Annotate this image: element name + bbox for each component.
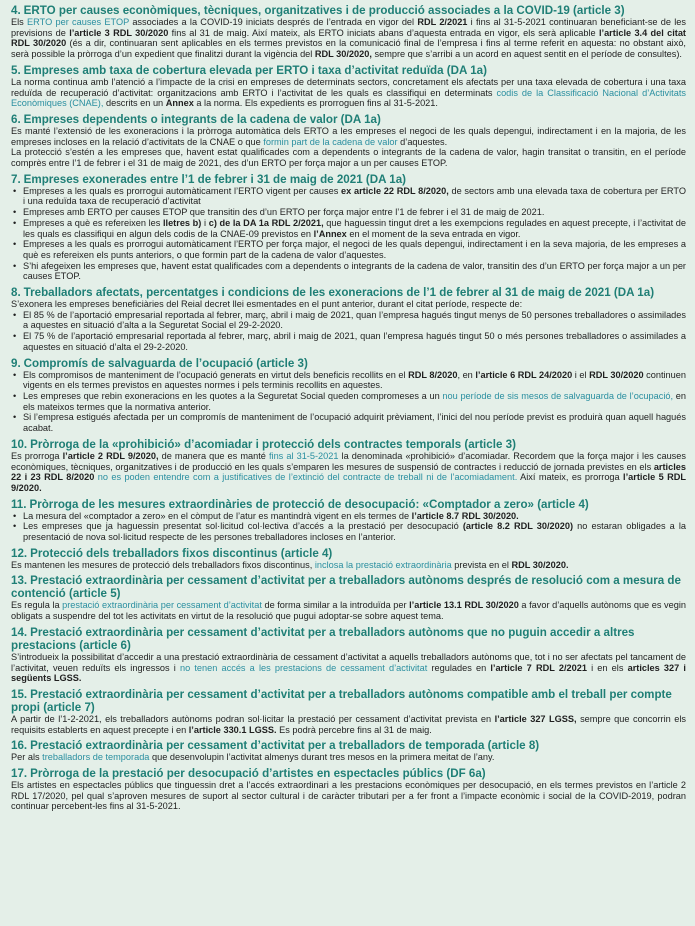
section-number: 9. — [11, 356, 21, 370]
paragraph — [11, 780, 686, 812]
text-run: que desenvolupin l’activitat almenys durant tres mesos en la primera meitat de l’any. — [149, 752, 495, 763]
paragraph — [11, 600, 686, 621]
section-number: 11. — [11, 497, 27, 511]
text-run: la denominada «prohibició» d’acomiadar. Recordem que la força major i les causes econòmiques, tècniques, organitzatives i de producció en les quals s’emparen les mesures de suspensió de contractes i reducció de jornada previstes en els — [11, 450, 686, 472]
bullet-item — [23, 370, 686, 391]
text-run: a favor d’aquells autònoms que es vegin obligats a suspendre del tot les activitats en virtut de la resolució que pugui adoptar-se sobre aquest tema. — [11, 600, 686, 622]
bullet-item — [23, 511, 686, 522]
bold-text: c) de la DA 1a RDL 2/2021, — [208, 217, 324, 228]
bold-text: articles 22 i 23 RDL 8/2020 — [11, 461, 686, 483]
paragraph — [11, 147, 686, 168]
paragraph — [11, 451, 686, 494]
text-run: Empreses a les quals es prorrogui automàticament l’ERTO per força major, el negoci de les quals depengui, indirectament i en la seva majoria, de les empreses a què es refereixen els punts anteriors, o que formin part de la cadena de valor d’aquestes. — [23, 239, 686, 260]
section-4 — [11, 4, 686, 60]
section-heading — [11, 64, 686, 77]
text-run: Es regula la — [11, 600, 63, 611]
section-number: 10. — [11, 437, 28, 451]
section-15 — [11, 688, 686, 735]
section-title: Prestació extraordinària per cessament d’activitat per a treballadors de temporada (article 8) — [30, 739, 540, 753]
paragraph — [11, 752, 686, 763]
text-run: descrits en un — [103, 98, 166, 109]
section-heading — [11, 438, 686, 451]
text-run: d’aquestes. — [397, 136, 448, 147]
text-run: S’introdueix la possibilitat d’accedir a una prestació extraordinària de cessament d’activitat a aquells treballadors autònoms que, tot i no ser afectats pel tancament de l’activitat, veuen reduïts els ingressos i — [11, 651, 686, 673]
text-run: Les empreses que rebin exoneracions en les quotes a la Seguretat Social queden compromeses a un — [23, 390, 443, 401]
bullet-item — [23, 261, 686, 282]
section-number: 16. — [11, 739, 28, 753]
section-title: Prestació extraordinària per cessament d’activitat per a treballadors autònoms després de resolució com a mesura de contenció (article 5) — [11, 574, 681, 601]
bold-text: lletres b) — [162, 217, 202, 228]
bold-text: l’article 3.4 del citat RDL 30/2020 — [11, 27, 686, 49]
text-run: i — [201, 217, 209, 228]
section-number: 17. — [11, 767, 28, 781]
section-number: 7. — [11, 172, 21, 186]
section-heading — [11, 357, 686, 370]
text-run: associades a la COVID-19 iniciats després de l’entrada en vigor del — [129, 17, 418, 27]
section-7 — [11, 173, 686, 282]
bullet-item — [23, 239, 686, 260]
text-run: Es manté l’extensió de les exoneracions i la pròrroga automàtica dels ERTO a les empreses el negoci de les quals depengui, indirectament i en la majoria, de les empreses incloses en la relació d’activitats de la CNAE o que — [11, 125, 686, 147]
section-number: 14. — [11, 625, 28, 639]
section-title: Empreses exonerades entre l’1 de febrer i 31 de maig de 2021 (DA 1a) — [23, 172, 407, 186]
section-title: ERTO per causes econòmiques, tècniques, organitzatives i de producció associades a la COVID-19 (article 3) — [23, 4, 625, 17]
bold-text: l’article 7 RDL 2/2021 — [490, 662, 587, 673]
text-run: Empreses a què es refereixen les — [23, 217, 163, 228]
highlight-link[interactable]: formin part de la cadena de valor — [263, 136, 398, 147]
paragraph — [11, 560, 686, 571]
text-run: Si l’empresa estigués afectada per un compromís de manteniment de l’ocupació adquirit prèviament, l’inici del nou període previst es produirà quan aquell hagués acabat. — [23, 412, 686, 434]
text-run: de manera que es manté — [158, 450, 269, 461]
text-run: regulades en — [427, 662, 491, 673]
text-run: Es prorroga — [11, 450, 63, 461]
section-heading — [11, 173, 686, 186]
section-heading — [11, 547, 686, 560]
highlight-link[interactable]: nou període de sis mesos de salvaguarda de l’ocupació, — [442, 390, 674, 401]
section-13 — [11, 574, 686, 621]
text-run: Els artistes en espectacles públics que tinguessin dret a l’accés extraordinari a les prestacions econòmiques per desocupació, en els termes previstos en l’article 2 RDL 17/2020, pel qual s’aproven mesures de suport al sector cultural i de caràcter tributari per a fer front a l’impacte econòmic i social de la COVID-2019, podran continuar percebent-les fins al 31-5-2021. — [11, 780, 686, 812]
section-6 — [11, 113, 686, 169]
text-run: (és a dir, continuaran sent aplicables en els termes previstos en la comunicació final de l’empresa i fins al terme referit en aquesta: no obstant això, serà possible la pròrroga d’un expedient que finalitzi durant la vigència del — [11, 38, 686, 60]
highlight-link[interactable]: treballadors de temporada — [42, 752, 150, 763]
section-number: 12. — [11, 546, 28, 560]
text-run: en els mateixos termes que la normativa anterior. — [23, 390, 686, 412]
text-run: A partir de l’1-2-2021, els treballadors autònoms podran sol·licitar la prestació per cessament d’activitat prevista en — [11, 713, 495, 724]
highlight-link[interactable]: codis de la Classificació Nacional d’Activitats Econòmiques (CNAE), — [11, 87, 686, 109]
text-run: sempre que s’arribi a un acord en aquest sentit en el període de consultes). — [371, 49, 682, 60]
bold-text: l’article 5 RDL 9/2020. — [11, 472, 686, 493]
bold-text: (article 8.2 RDL 30/2020) — [462, 521, 574, 532]
section-title: Pròrroga de la «prohibició» d’acomiadar i protecció dels contractes temporals (article 3) — [30, 437, 516, 451]
text-run: de forma similar a la introduïda per — [261, 600, 410, 611]
text-run: de sectors amb una elevada taxa de cobertura per ERTO i una reduïda taxa de recuperació d’activitat — [23, 185, 686, 207]
section-number: 6. — [11, 112, 21, 126]
paragraph — [11, 126, 686, 147]
section-heading — [11, 4, 686, 17]
bullet-item — [23, 186, 686, 207]
text-run: sempre que concorrin els requisits establerts en aquest precepte i en — [11, 713, 686, 735]
section-8 — [11, 286, 686, 353]
text-run: El 75 % de l’aportació empresarial reportada al febrer, març, abril i maig de 2021, quan l’empresa hagués tingut 50 o més persones treballadores o assimilades a aquestes en situació d’alta el 29-2-2020. — [23, 331, 686, 352]
bold-text: RDL 30/2020. — [511, 559, 569, 570]
bold-text: l’article 330.1 LGSS. — [188, 724, 277, 735]
bold-text: articles 327 i següents LGSS. — [11, 662, 686, 684]
text-run: continuen vigents en els termes previstos en aquestes normes i pels terminis recollits en aquestes. — [23, 369, 686, 391]
text-run: Els compromisos de manteniment de l’ocupació generats en virtut dels beneficis recollits en el — [23, 369, 409, 380]
text-run: La protecció s’estén a les empreses que, havent estat qualificades com a dependents o integrants de la cadena de valor, hagin transitat o transitin, en el període comprès entre l’1 de febrer i el 31 de maig de 2021, des d’un ERTO per força major a un per causes ETOP. — [11, 147, 686, 169]
bold-text: l’article 3 RDL 30/2020 — [69, 27, 169, 38]
bullet-item — [23, 310, 686, 331]
bullet-list — [11, 310, 686, 353]
section-title: Compromís de salvaguarda de l’ocupació (article 3) — [23, 356, 308, 370]
section-title: Empreses dependents o integrants de la cadena de valor (DA 1a) — [23, 112, 381, 126]
highlight-link[interactable]: prestació extraordinària per cessament d’activitat — [62, 600, 262, 611]
text-run: La norma continua amb l’atenció a l’impacte de la crisi en empreses de determinats sectors, concretament els afectats per una taxa elevada de cobertura i una taxa reduïda de recuperació d’activitat: organitzacions amb ERTO i l’activitat de les quals es classifiqui en determinats — [11, 76, 686, 98]
text-run: i fins al 31-5-2021 continuaran beneficiant-se de les previsions de — [11, 17, 687, 38]
bullet-list — [11, 370, 686, 434]
section-17 — [11, 767, 686, 812]
section-16 — [11, 739, 686, 763]
text-run: en el moment de la seva entrada en vigor. — [346, 228, 521, 239]
bold-text: l’article 13.1 RDL 30/2020 — [409, 600, 519, 611]
text-run: i el — [572, 369, 590, 380]
highlight-link[interactable]: no tenen accés a les prestacions de cessament d’activitat — [179, 662, 428, 673]
section-5 — [11, 64, 686, 109]
bullet-item — [23, 331, 686, 352]
bold-text: l’article 2 RDL 9/2020, — [62, 450, 159, 461]
text-run: Per als — [11, 752, 43, 763]
section-title: Pròrroga de les mesures extraordinàries de protecció de desocupació: «Comptador a zero» (article 4) — [29, 497, 589, 511]
bullet-item — [23, 521, 686, 542]
bold-text: RDL 2/2021 — [417, 17, 468, 27]
bold-text: RDL 30/2020 — [589, 369, 644, 380]
text-run: a la norma. Els expedients es prorroguen fins al 31-5-2021. — [193, 98, 438, 109]
highlight-link[interactable]: fins al 31-5-2021 — [268, 450, 339, 461]
bold-text: ex article 22 RDL 8/2020, — [341, 185, 449, 196]
section-10 — [11, 438, 686, 494]
text-run: prevista en el — [451, 559, 512, 570]
highlight-link[interactable]: ERTO per causes ETOP — [27, 17, 130, 27]
section-heading — [11, 626, 686, 652]
text-run: fins al 31 de maig. Així mateix, als ERTO iniciats abans d’aquesta entrada en vigor, els serà aplicable — [168, 27, 599, 38]
paragraph — [11, 652, 686, 684]
text-run: S’hi afegeixen les empreses que, havent estat qualificades com a dependents o integrants de la cadena de valor, transitin des d’un ERTO per força major a un per causes ETOP. — [23, 260, 686, 282]
text-run: Empreses a les quals es prorrogui automàticament l’ERTO vigent per causes — [23, 185, 342, 196]
section-14 — [11, 626, 686, 684]
paragraph — [11, 714, 686, 735]
section-heading — [11, 286, 686, 299]
bold-text: l’article 8.7 RDL 30/2020. — [411, 510, 519, 521]
section-11 — [11, 498, 686, 543]
text-run: S’exonera les empreses beneficiàries del Reial decret llei esmentades en el punt anterior, durant el citat període, respecte de: — [11, 299, 523, 310]
section-title: Prestació extraordinària per cessament d’activitat per a treballadors autònoms compatible amb el treball per compte propi (article 7) — [11, 687, 672, 714]
section-heading — [11, 739, 686, 752]
text-run: Així mateix, es prorroga — [517, 472, 624, 483]
section-title: Treballadors afectats, percentatges i condicions de les exoneracions de l’1 de febrer al 31 de maig de 2021 (DA 1a) — [23, 286, 655, 300]
section-number: 8. — [11, 286, 21, 300]
bold-text: l’article 327 LGSS, — [494, 713, 577, 724]
text-run: Les empreses que ja haguessin presentat sol·licitud col·lectiva d’accés a la prestació per desocupació — [23, 521, 463, 532]
text-run: no estaran obligades a la presentació de nova sol·licitud respecte de les persones treballadores incloses en l’anterior. — [23, 521, 687, 543]
bullet-item — [23, 412, 686, 433]
section-title: Pròrroga de la prestació per desocupació d’artistes en espectacles públics (DF 6a) — [30, 767, 486, 781]
text-run: Es mantenen les mesures de protecció dels treballadors fixos discontinus, — [11, 559, 315, 570]
text-run: Empreses amb ERTO per causes ETOP que transitin des d’un ERTO per força major entre l’1 de febrer i el 31 de maig de 2021. — [23, 207, 545, 218]
section-number: 4. — [11, 4, 21, 17]
text-run: La mesura del «comptador a zero» en el còmput de l’atur es mantindrà vigent en els termes de — [23, 510, 412, 521]
bold-text: l’article 6 RDL 24/2020 — [475, 369, 573, 380]
bold-text: RDL 8/2020 — [408, 369, 458, 380]
text-run: i en els — [586, 662, 628, 673]
bullet-item — [23, 218, 686, 239]
section-number: 13. — [11, 574, 28, 588]
text-run: , en — [457, 369, 476, 380]
text-run: Es podrà percebre fins al 31 de maig. — [276, 724, 432, 735]
bold-text: RDL 30/2020, — [314, 49, 372, 60]
text-run: Els — [11, 17, 28, 27]
bullet-item — [23, 207, 686, 218]
bullet-list — [11, 511, 686, 543]
section-heading — [11, 688, 686, 714]
text-run: El 85 % de l’aportació empresarial reportada al febrer, març, abril i maig de 2021, quan l’empresa hagués tingut menys de 50 persones treballadores o assimilades a aquestes en situació d’alta a la Seguretat Social el 29-2-2020. — [23, 309, 686, 331]
bold-text: Annex — [165, 98, 194, 109]
highlight-link[interactable]: no es poden entendre com a justificatives de l’extinció del contracte de treball ni de l’acomiadament. — [97, 472, 518, 483]
section-12 — [11, 547, 686, 571]
section-heading — [11, 574, 686, 600]
section-title: Prestació extraordinària per cessament d’activitat per a treballadors autònoms que no puguin accedir a altres prestacions (article 6) — [11, 625, 635, 652]
section-heading — [11, 113, 686, 126]
section-9 — [11, 357, 686, 434]
highlight-link[interactable]: inclosa la prestació extraordinària — [314, 559, 452, 570]
section-title: Protecció dels treballadors fixos discontinus (article 4) — [30, 546, 333, 560]
paragraph — [11, 77, 686, 109]
bullet-list — [11, 186, 686, 282]
text-run: que haguessin tingut dret a les exempcions regulades en aquest precepte, i l’activitat de les quals es classifiqui en algun dels codis de la CNAE-09 previstos en — [23, 217, 687, 239]
section-title: Empreses amb taxa de cobertura elevada per ERTO i taxa d’activitat reduïda (DA 1a) — [23, 63, 487, 77]
bullet-item — [23, 391, 686, 412]
section-number: 5. — [11, 63, 21, 77]
section-heading — [11, 767, 686, 780]
section-number: 15. — [11, 687, 28, 701]
section-heading — [11, 498, 686, 511]
bold-text: l’Annex — [313, 228, 347, 239]
paragraph — [11, 299, 686, 310]
paragraph — [11, 17, 686, 60]
